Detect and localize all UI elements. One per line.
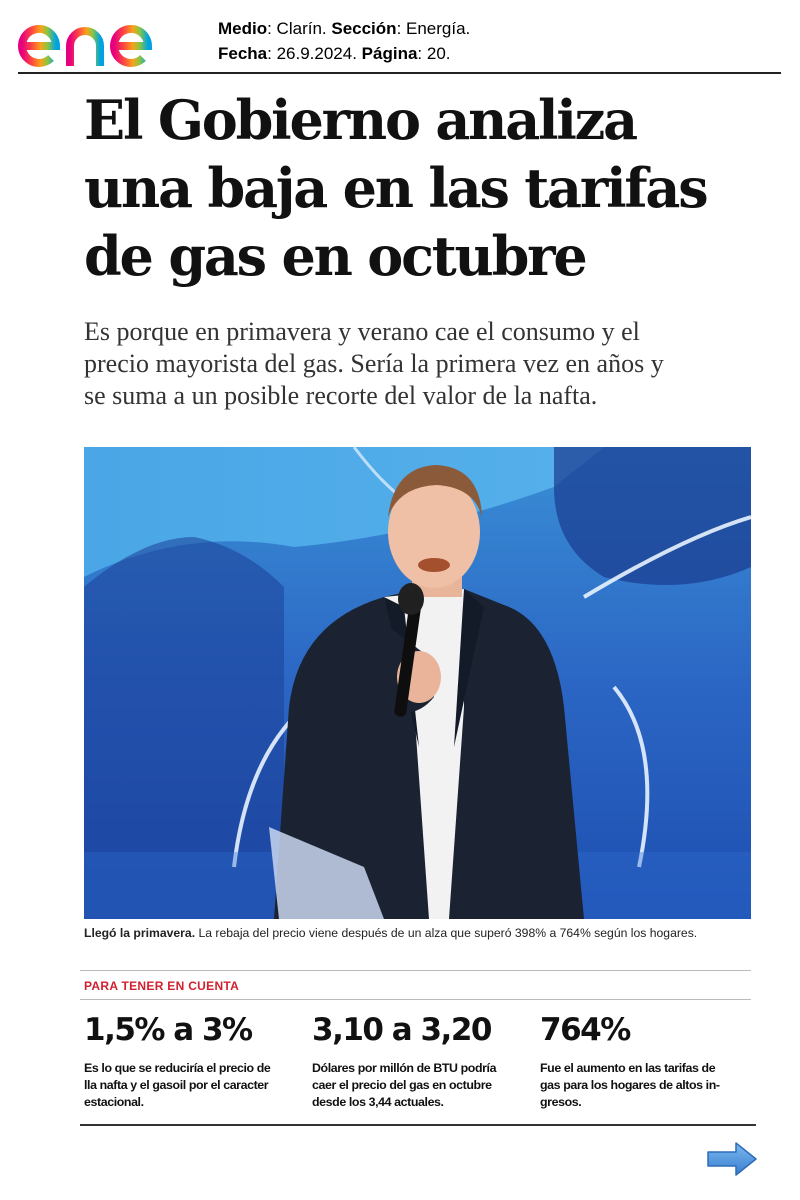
header-divider xyxy=(18,72,781,74)
meta-line-2 xyxy=(218,41,470,66)
medio-value: : Clarín. xyxy=(267,19,332,38)
clipping-meta xyxy=(218,16,470,66)
stat-desc-line: gas para los hogares de altos in- xyxy=(540,1078,720,1092)
article-headline xyxy=(84,86,764,290)
stat-desc-line: gresos. xyxy=(540,1095,582,1109)
pagina-value: : 20. xyxy=(417,44,451,63)
caption-lead: Llegó la primavera. xyxy=(84,926,196,940)
stat-desc-line: Fue el aumento en las tarifas de xyxy=(540,1061,716,1075)
factbox-label: PARA TENER EN CUENTA xyxy=(84,979,240,993)
clipping-header xyxy=(0,0,800,76)
stat-value: 1,5% a 3% xyxy=(84,1012,252,1048)
caption-text: La rebaja del precio viene después de un alza que superó 398% a 764% según los hogares. xyxy=(195,926,698,940)
article-subhead xyxy=(84,316,764,412)
stat-description xyxy=(312,1060,532,1111)
stat-value: 764% xyxy=(540,1012,630,1048)
stat-item xyxy=(84,1010,304,1111)
stat-desc-line: lla nafta y el gasoil por el caracter xyxy=(84,1078,269,1092)
arrow-right-icon[interactable] xyxy=(706,1141,758,1177)
headline-line: una baja en las tarifas xyxy=(84,156,707,220)
pagina-label: Página xyxy=(361,44,418,63)
subhead-line: precio mayorista del gas. Sería la primera vez en años y xyxy=(84,349,664,378)
stat-desc-line: Es lo que se reduciría el precio de xyxy=(84,1061,271,1075)
stat-item xyxy=(540,1010,760,1111)
subhead-line: Es porque en primavera y verano cae el consumo y el xyxy=(84,317,640,346)
headline-line: de gas en octubre xyxy=(84,224,586,288)
fecha-value: : 26.9.2024. xyxy=(267,44,362,63)
photo-caption xyxy=(84,925,764,941)
factbox-label-divider xyxy=(80,999,751,1000)
meta-line-1 xyxy=(218,16,470,41)
stat-desc-line: estacional. xyxy=(84,1095,144,1109)
subhead-line: se suma a un posible recorte del valor de la nafta. xyxy=(84,381,598,410)
speaker-photo-icon xyxy=(84,447,751,919)
medio-label: Medio xyxy=(218,19,268,38)
stat-description xyxy=(84,1060,304,1111)
seccion-label: Sección xyxy=(331,19,397,38)
article-photo xyxy=(84,447,751,919)
factbox-bottom-divider xyxy=(80,1124,756,1126)
stat-value: 3,10 a 3,20 xyxy=(312,1012,491,1048)
seccion-value: : Energía. xyxy=(396,19,471,38)
stat-desc-line: desde los 3,44 actuales. xyxy=(312,1095,444,1109)
factbox-top-divider xyxy=(80,970,751,971)
stat-description xyxy=(540,1060,760,1111)
enel-logo xyxy=(16,6,196,70)
stat-item xyxy=(312,1010,532,1111)
fecha-label: Fecha xyxy=(218,44,268,63)
stat-desc-line: Dólares por millón de BTU podría xyxy=(312,1061,497,1075)
stat-desc-line: caer el precio del gas en octubre xyxy=(312,1078,492,1092)
headline-line: El Gobierno analiza xyxy=(84,88,636,152)
